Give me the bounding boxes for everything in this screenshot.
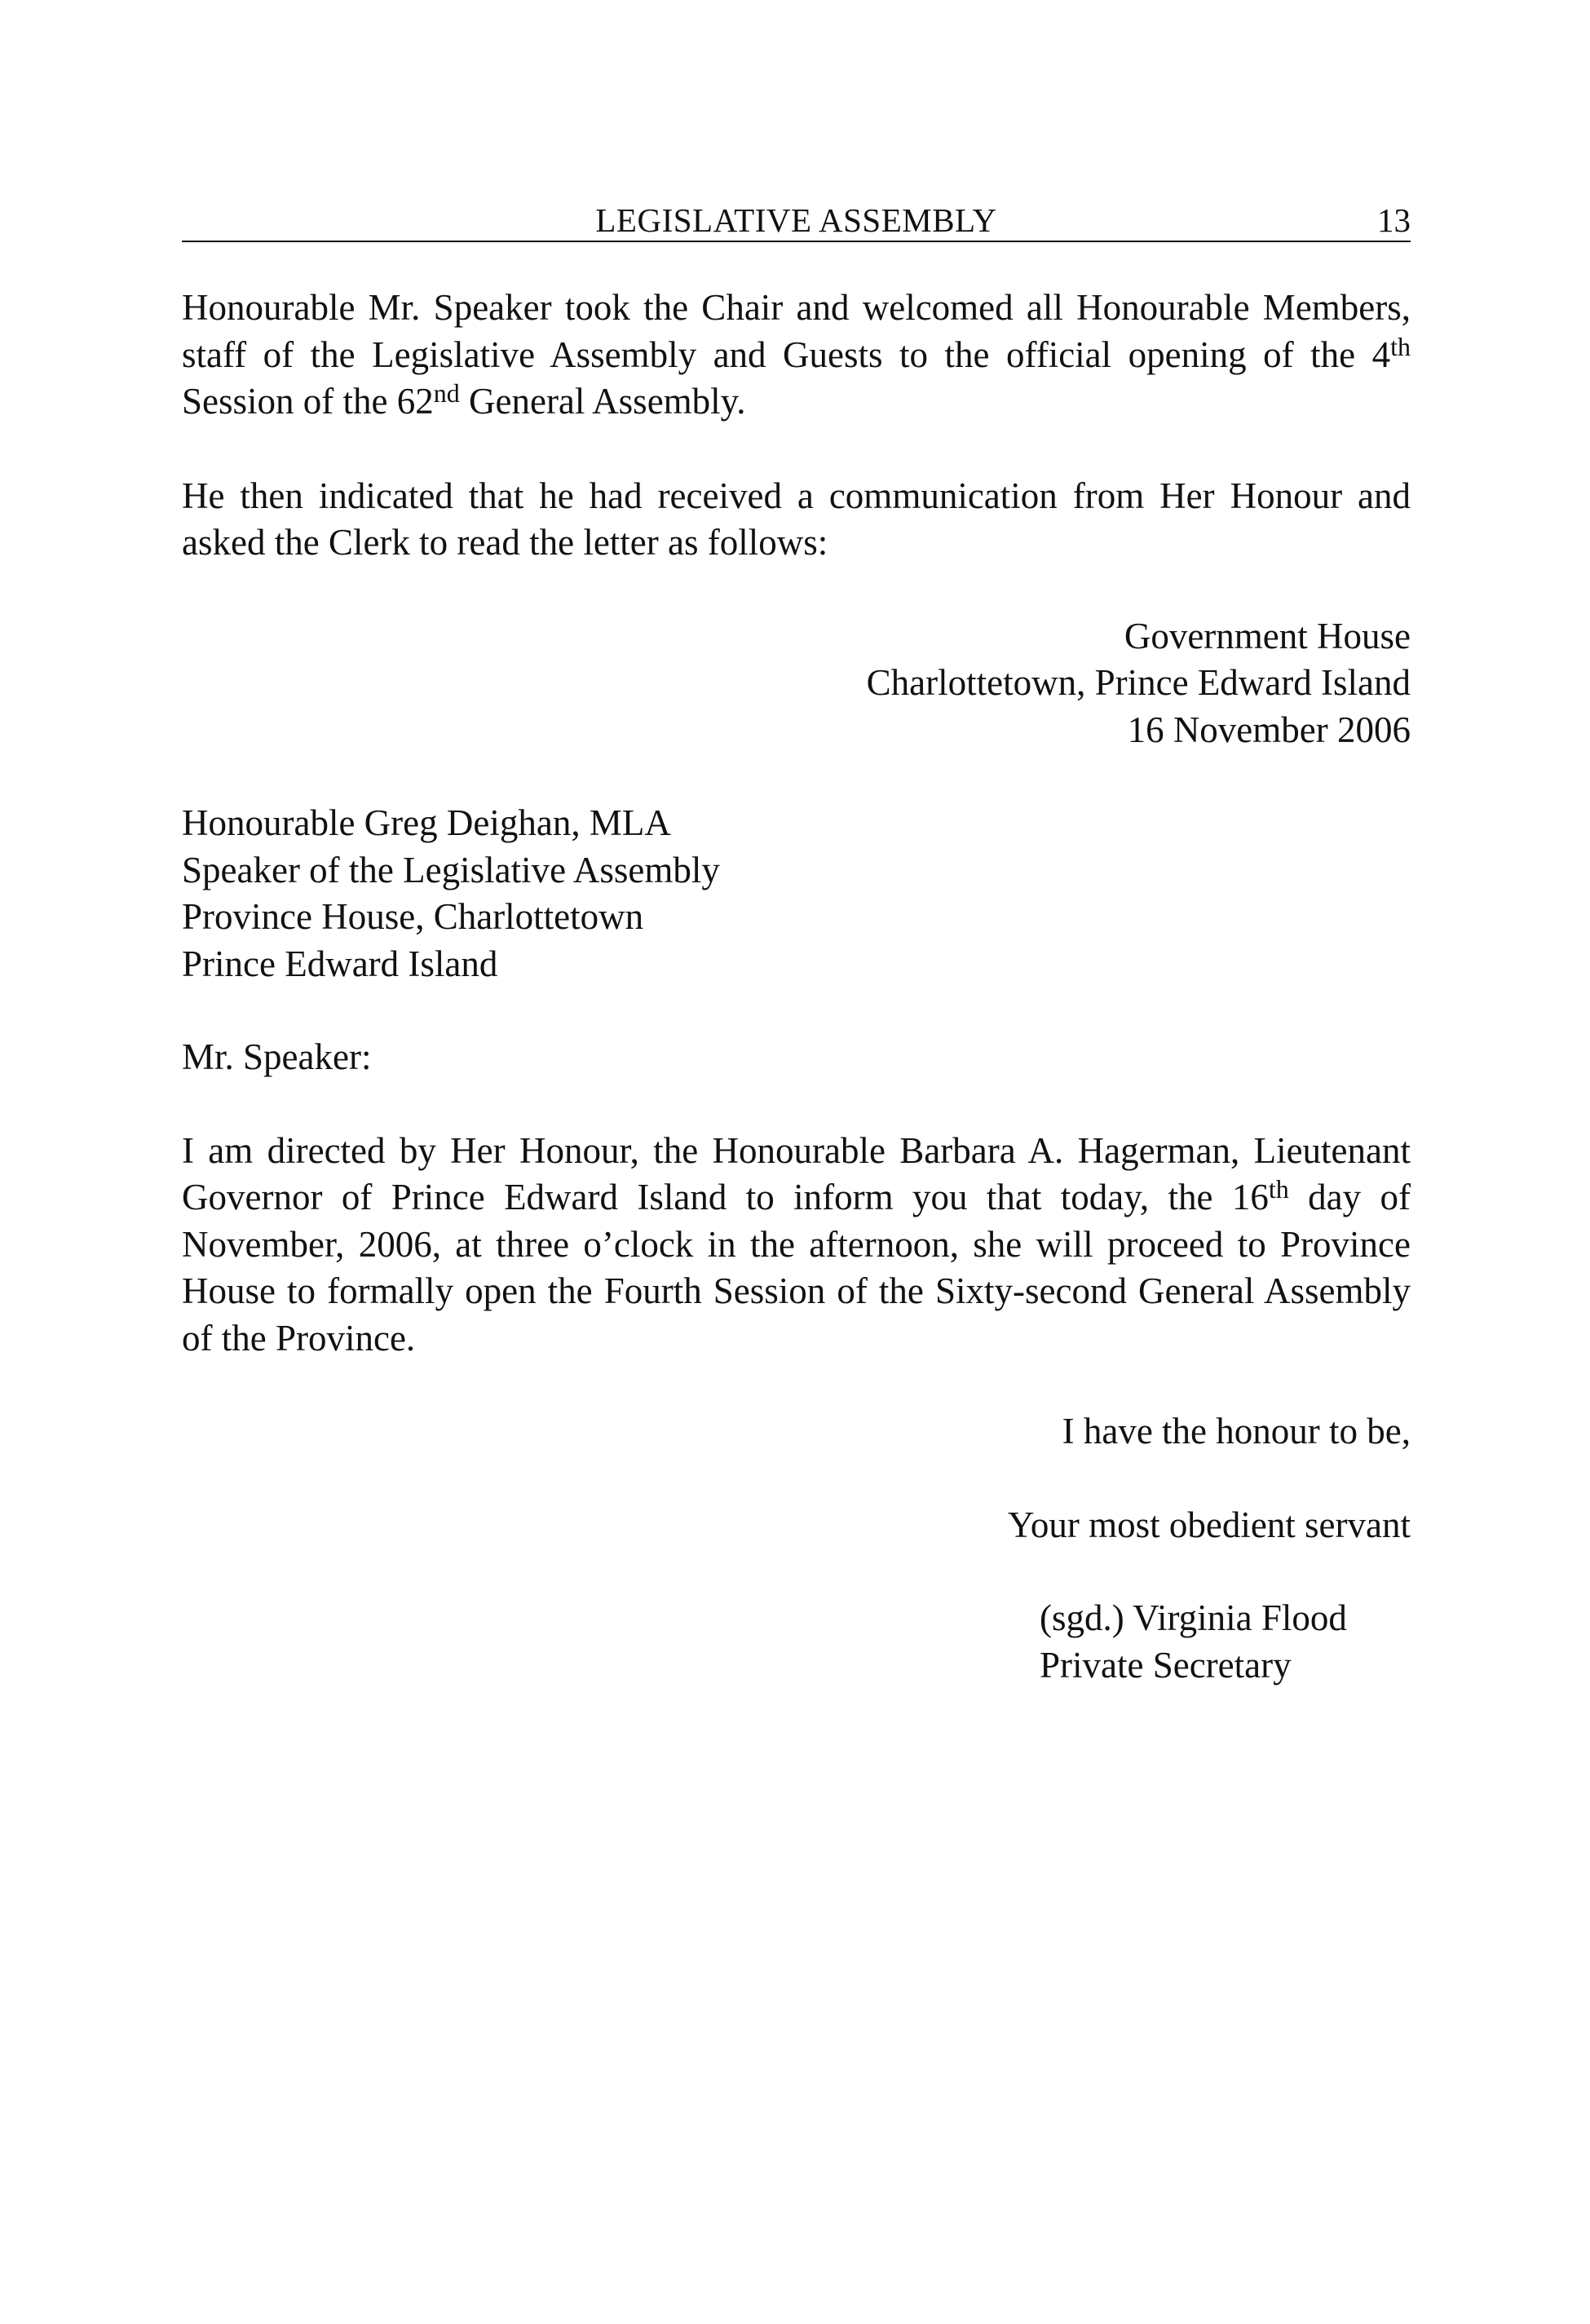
sender-address-line: Charlottetown, Prince Edward Island: [866, 662, 1411, 703]
letter-body-text-2: day of November, 2006, at three o’clock in the afternoon, she will proceed to Province House to formally open the Fourth Session of the Sixty-second General Assembly of the Province.: [182, 1177, 1411, 1359]
running-header: [182, 200, 1411, 242]
signature-title: Private Secretary: [1040, 1644, 1292, 1686]
opening-paragraph: [182, 285, 1411, 426]
signature-name: (sgd.) Virginia Flood: [1040, 1597, 1347, 1638]
addressee-line: Province House, Charlottetown: [182, 896, 644, 937]
addressee-block: [182, 800, 1411, 987]
document-page: [182, 200, 1411, 1689]
addressee-line: Speaker of the Legislative Assembly: [182, 849, 720, 890]
ordinal-suffix: th: [1268, 1174, 1289, 1204]
sender-address-line: Government House: [1124, 615, 1411, 656]
letter-body-text-1: I am directed by Her Honour, the Honourable Barbara A. Hagerman, Lieutenant Governor of Prince Edward Island to inform you that today, the 16: [182, 1129, 1411, 1217]
letter-body: [182, 1128, 1411, 1363]
ordinal-suffix: th: [1390, 331, 1411, 361]
signature-block: [1040, 1595, 1411, 1689]
page-number: 13: [1377, 201, 1411, 239]
ordinal-suffix: nd: [433, 378, 460, 408]
communication-paragraph: He then indicated that he had received a communication from Her Honour and asked the Clerk to read the letter as follows:: [182, 475, 1411, 563]
opening-text-1: Honourable Mr. Speaker took the Chair and welcomed all Honourable Members, staff of the Legislative Assembly and Guests to the official opening of the 4: [182, 287, 1411, 375]
opening-text-3: General Assembly.: [459, 381, 746, 422]
addressee-line: Prince Edward Island: [182, 943, 498, 984]
sender-address: [182, 613, 1411, 754]
letter-date: 16 November 2006: [1127, 709, 1411, 750]
opening-text-2: Session of the 62: [182, 381, 434, 422]
addressee-line: Honourable Greg Deighan, MLA: [182, 802, 671, 843]
closing-line: Your most obedient servant: [1007, 1504, 1411, 1545]
salutation: Mr. Speaker:: [182, 1036, 372, 1077]
header-title: LEGISLATIVE ASSEMBLY: [595, 201, 997, 239]
closing-line: I have the honour to be,: [1062, 1411, 1411, 1451]
